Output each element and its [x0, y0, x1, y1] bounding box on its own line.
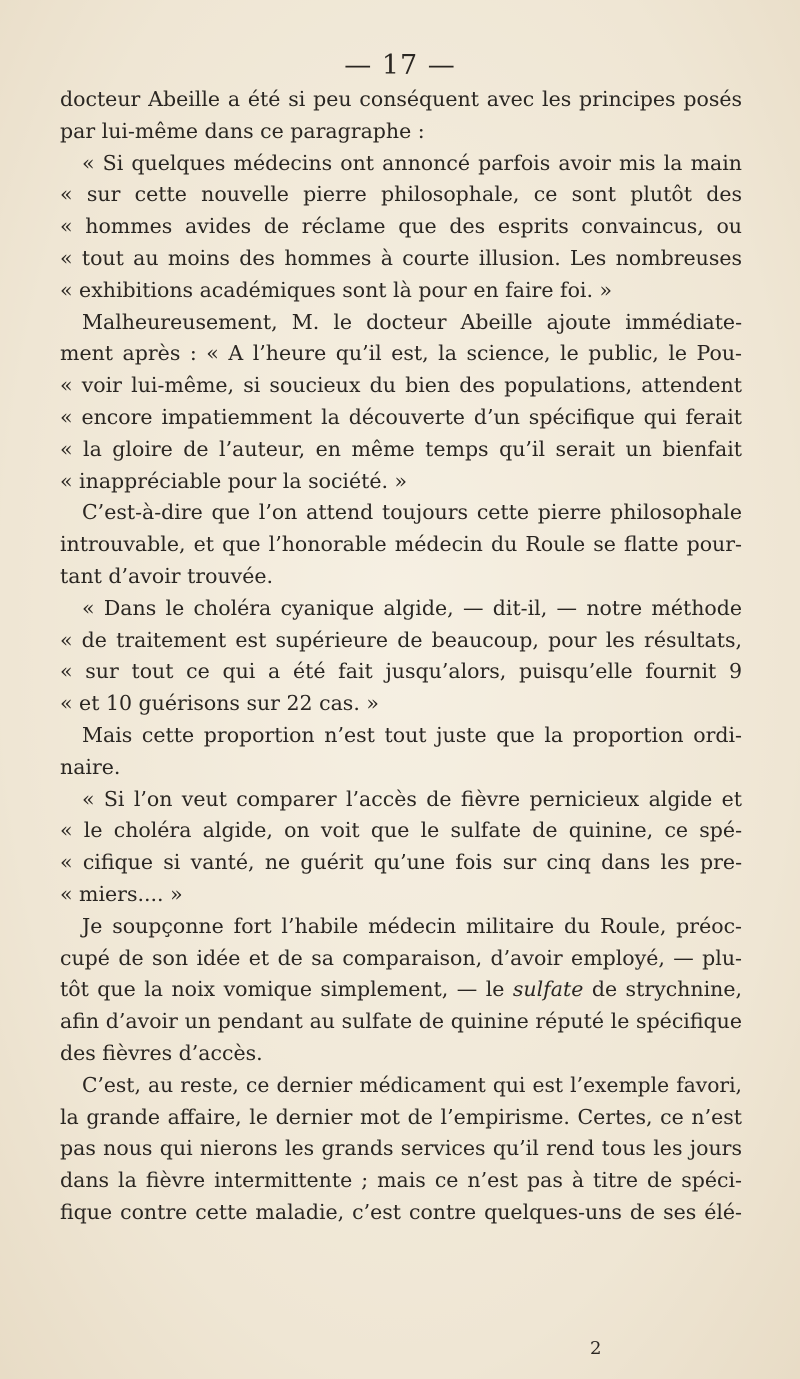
- page-number: — 17 —: [344, 50, 456, 81]
- text-line: Malheureusement, M. le docteur Abeille ajoute immédiate-: [82, 309, 742, 334]
- text-segment: de strychnine,: [583, 977, 742, 1002]
- text-line: « voir lui-même, si soucieux du bien des populations, attendent: [60, 373, 742, 398]
- text-line: « cifique si vanté, ne guérit qu’une fois sur cinq dans les pre-: [60, 850, 742, 875]
- text-line: [60, 974, 742, 1006]
- text-line: « de traitement est supérieure de beaucoup, pour les résultats,: [60, 627, 742, 652]
- text-segment: tôt que la noix vomique simplement, — le: [60, 977, 513, 1002]
- text-line: la grande affaire, le dernier mot de l’empirisme. Certes, ce n’est: [60, 1104, 742, 1129]
- signature-mark: 2: [590, 1338, 602, 1359]
- text-line: Mais cette proportion n’est tout juste que la proportion ordi-: [82, 722, 742, 747]
- text-line: des fièvres d’accès.: [60, 1040, 263, 1065]
- text-line: « sur cette nouvelle pierre philosophale, ce sont plutôt des: [60, 182, 742, 207]
- text-line: dans la fièvre intermittente ; mais ce n’est pas à titre de spéci-: [60, 1168, 742, 1193]
- text-line: « sur tout ce qui a été fait jusqu’alors, puisqu’elle fournit 9: [60, 659, 742, 684]
- text-line: docteur Abeille a été si peu conséquent avec les principes posés: [60, 87, 742, 111]
- text-line: « Si l’on veut comparer l’accès de fièvre pernicieux algide et: [82, 786, 742, 811]
- italic-term: sulfate: [512, 977, 584, 1002]
- text-line: naire.: [60, 754, 121, 779]
- text-line: fique contre cette maladie, c’est contre quelques-uns de ses élé-: [60, 1199, 742, 1224]
- text-line: « encore impatiemment la découverte d’un spécifique qui ferait: [60, 404, 742, 429]
- text-line: C’est, au reste, ce dernier médicament qui est l’exemple favori,: [82, 1072, 742, 1097]
- text-line: « hommes avides de réclame que des esprits convaincus, ou: [60, 214, 742, 239]
- text-line: ment après : « A l’heure qu’il est, la science, le public, le Pou-: [60, 341, 742, 366]
- text-line: « Dans le choléra cyanique algide, — dit-il, — notre méthode: [82, 595, 742, 620]
- text-line: afin d’avoir un pendant au sulfate de quinine réputé le spécifique: [60, 1009, 742, 1034]
- text-line: « inappréciable pour la société. »: [60, 468, 408, 493]
- text-line: cupé de son idée et de sa comparaison, d’avoir employé, — plu-: [60, 945, 742, 970]
- text-line: Je soupçonne fort l’habile médecin militaire du Roule, préoc-: [82, 913, 742, 938]
- text-line: « et 10 guérisons sur 22 cas. »: [60, 691, 379, 716]
- text-line: « miers.... »: [60, 881, 183, 906]
- text-line: « la gloire de l’auteur, en même temps qu’il serait un bienfait: [60, 436, 742, 461]
- text-line: par lui-même dans ce paragraphe :: [60, 118, 425, 143]
- text-line: « exhibitions académiques sont là pour en faire foi. »: [60, 277, 613, 302]
- text-line: C’est-à-dire que l’on attend toujours cette pierre philosophale: [82, 500, 742, 525]
- text-line: « Si quelques médecins ont annoncé parfois avoir mis la main: [82, 150, 742, 175]
- text-line: pas nous qui nierons les grands services qu’il rend tous les jours: [60, 1136, 742, 1161]
- text-line: « le choléra algide, on voit que le sulfate de quinine, ce spé-: [60, 818, 742, 843]
- body-text: [60, 84, 742, 1229]
- text-line: « tout au moins des hommes à courte illusion. Les nombreuses: [60, 245, 742, 270]
- text-line: tant d’avoir trouvée.: [60, 563, 274, 588]
- text-line: introuvable, et que l’honorable médecin du Roule se flatte pour-: [60, 532, 742, 557]
